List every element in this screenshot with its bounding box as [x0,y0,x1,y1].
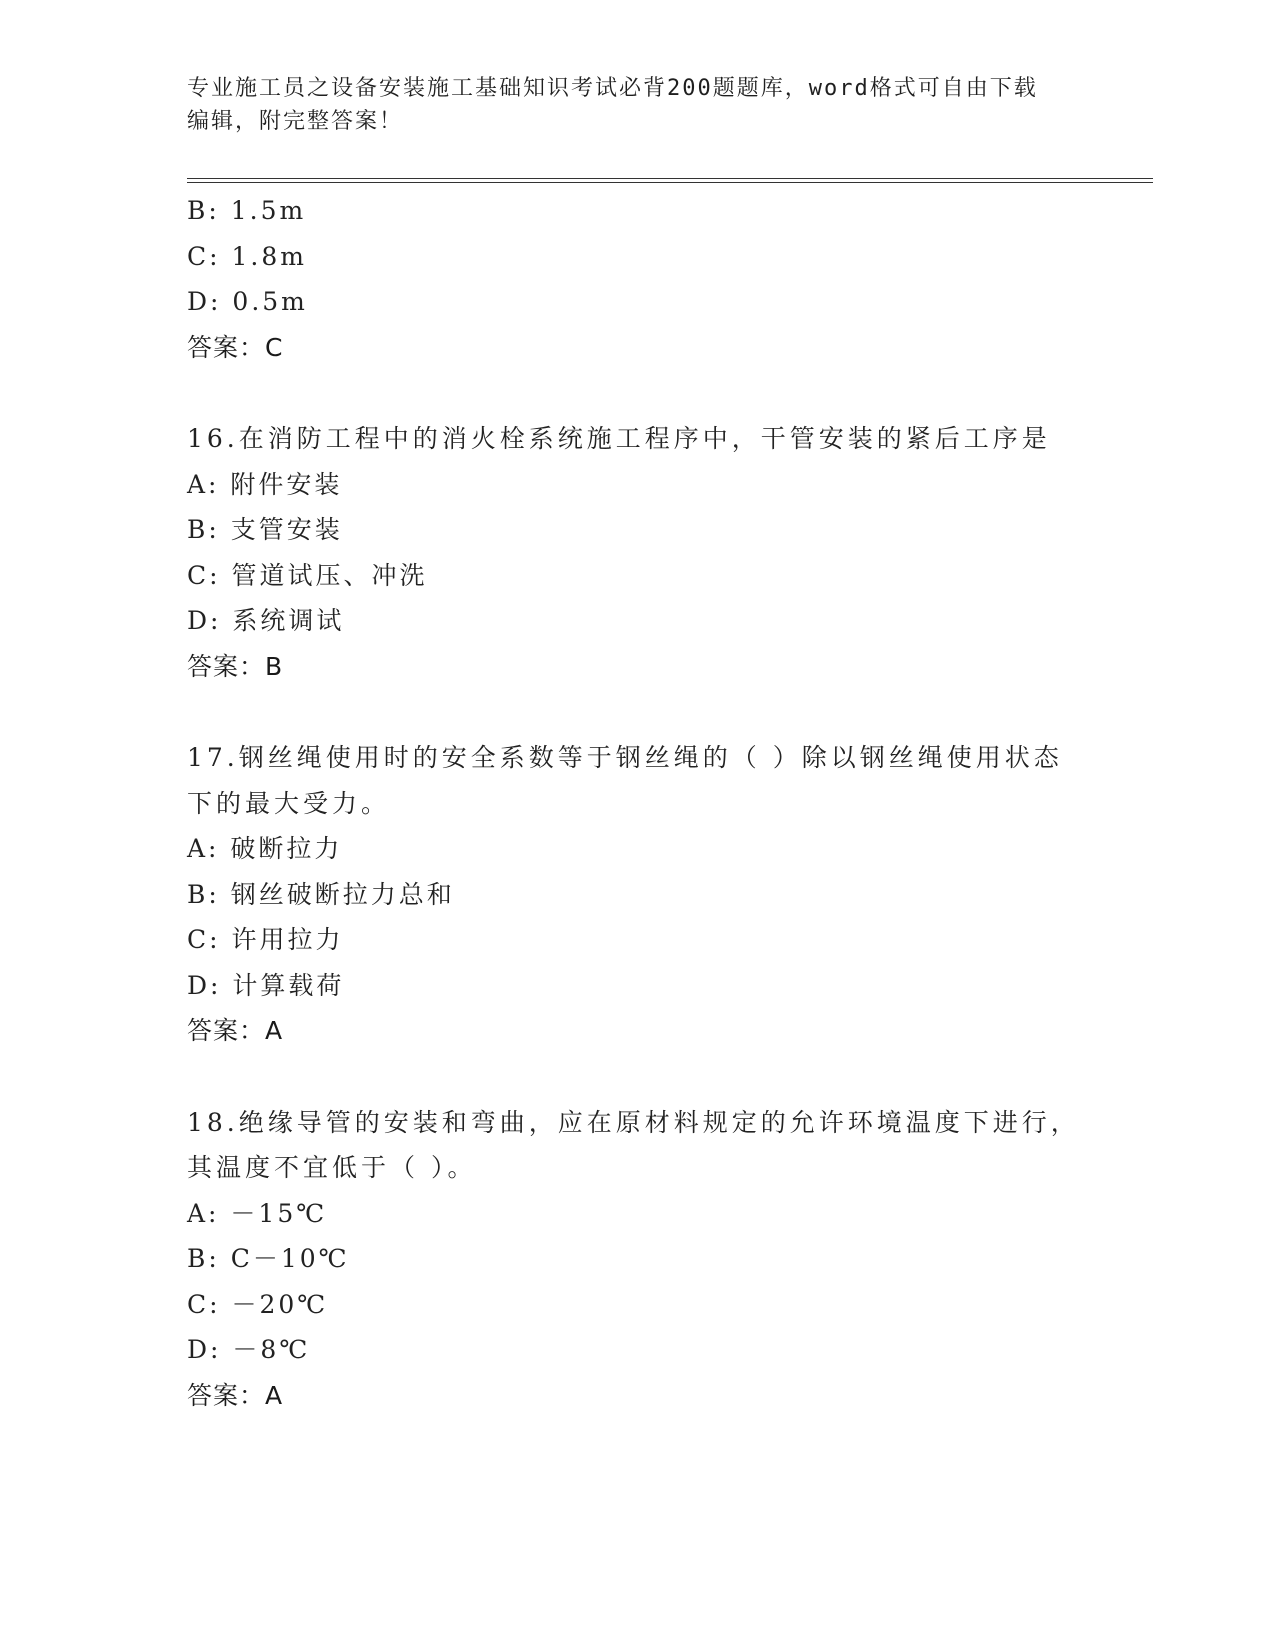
document-header [187,72,1087,138]
header-divider-bottom [187,182,1153,183]
answer: 答案：A [187,1016,284,1045]
option-d: D: －8℃ [187,1335,311,1364]
question-text: 16.在消防工程中的消火栓系统施工程序中，干管安装的紧后工序是 [187,424,1051,453]
question-gap [187,689,1087,735]
document-body [187,188,1087,1418]
question-text-line-2: 下的最大受力。 [187,788,391,818]
question-17 [187,735,1087,1054]
header-title-line-1: 专业施工员之设备安装施工基础知识考试必背200题题库，word格式可自由下载 [187,76,1038,101]
option-b: B: C－10℃ [187,1244,350,1273]
option-d: D: 计算载荷 [187,970,345,1000]
answer: 答案：A [187,1380,284,1410]
answer: 答案：C [187,332,284,362]
option-c: C: 许用拉力 [187,925,344,954]
option-a: A: 破断拉力 [187,834,343,863]
option-b: B: 1.5m [187,196,307,225]
answer: 答案：B [187,651,284,681]
option-c: C: 1.8m [187,241,307,271]
option-c: C: 管道试压、冲洗 [187,560,428,590]
question-text-line-2: 其温度不宜低于（ ）。 [187,1153,477,1182]
option-d: D: 系统调试 [187,606,345,635]
option-b: B: 支管安装 [187,515,343,544]
option-d: D: 0.5m [187,287,308,316]
header-title-line-2: 编辑，附完整答案！ [187,109,404,134]
question-18 [187,1100,1087,1419]
question-16 [187,416,1087,689]
option-a: A: 附件安装 [187,469,343,499]
question-text-line-1: 18.绝缘导管的安装和弯曲，应在原材料规定的允许环境温度下进行， [187,1107,1080,1137]
question-text-line-1: 17.钢丝绳使用时的安全系数等于钢丝绳的（ ）除以钢丝绳使用状态 [187,743,1063,772]
question-gap [187,1054,1087,1100]
option-b: B: 钢丝破断拉力总和 [187,879,455,909]
header-divider-top [187,178,1153,179]
question-gap [187,370,1087,416]
option-a: A: －15℃ [187,1198,328,1228]
question-15 [187,188,1087,370]
option-c: C: －20℃ [187,1289,329,1319]
